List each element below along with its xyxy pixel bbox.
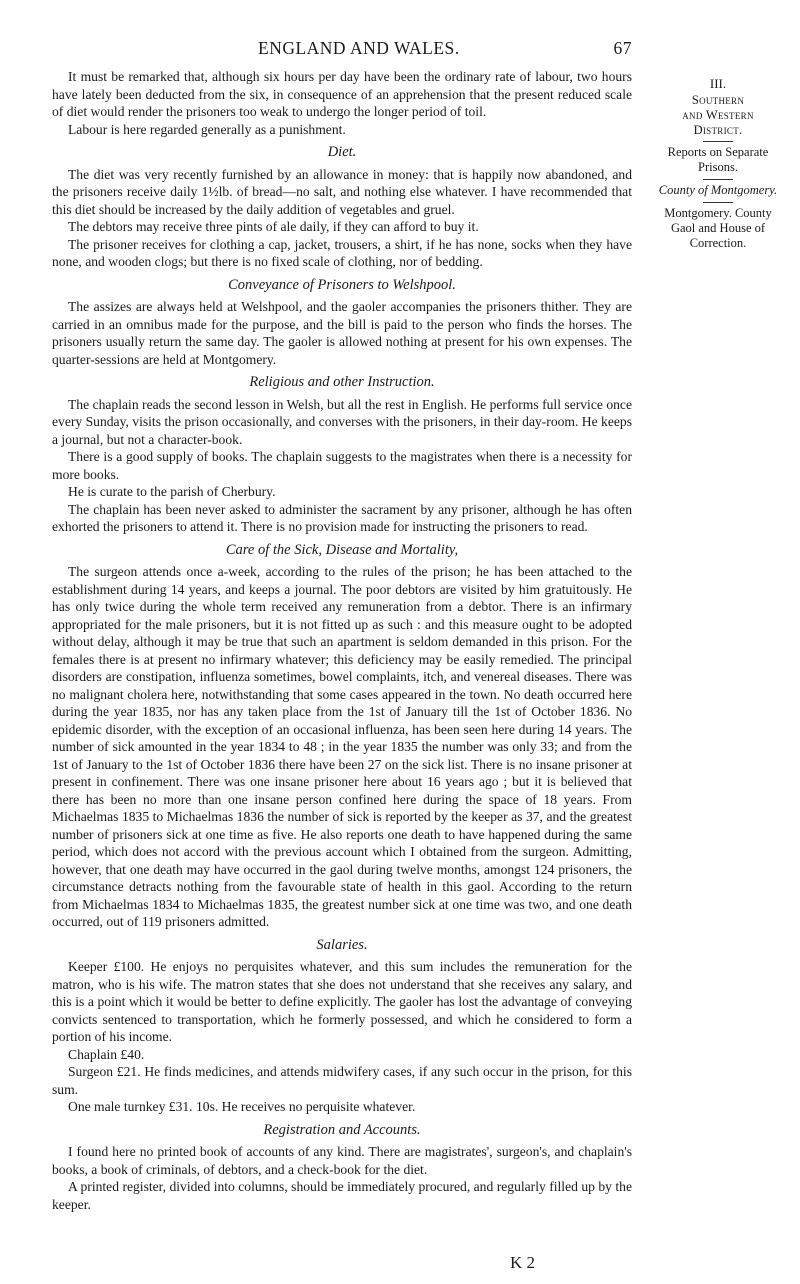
margin-divider (703, 179, 733, 180)
paragraph: It must be remarked that, although six hours per day have been the ordinary rate of labour, two hours have lately been deducted from the six, in consequence of an apprehension that the present reduced scale of diet would render the prisoners too weak to undergo the longer period of toil. (52, 69, 632, 119)
section-heading-salaries: Salaries. (316, 936, 368, 953)
paragraph: Surgeon £21. He finds medicines, and attends midwifery cases, if any such occur in the prison, for this sum. (52, 1064, 632, 1097)
section-heading-registration: Registration and Accounts. (263, 1121, 421, 1138)
section-heading-diet: Diet. (327, 144, 357, 160)
page-number: 67 (613, 38, 632, 58)
margin-county: County of Montgomery. (658, 183, 778, 197)
paragraph: The chaplain reads the second lesson in Welsh, but all the rest in English. He performs full service once every Sunday, visits the prison occasionally, and converses with the prisoners, in their day-room. He keeps a journal, but not a character-book. (52, 396, 632, 447)
margin-district-3: District. (693, 123, 743, 137)
margin-district-1: Southern (691, 93, 745, 107)
paragraph: There is a good supply of books. The chaplain suggests to the magistrates when there is a necessity for more books. (52, 449, 632, 482)
margin-notes (652, 76, 784, 255)
paragraph: The assizes are always held at Welshpool, and the gaoler accompanies the prisoners thither. They are carried in an omnibus made for the purpose, and the bill is paid to the person who finds the horses. The prisoners usually return the same day. The gaoler is allowed nothing at present for his own expenses. The quarter-sessions are held at Montgomery. (52, 299, 632, 367)
paragraph: The chaplain has been never asked to administer the sacrament by any prisoner, although he has often exhorted the prisoners to attend it. There is no provision made for instructing the prisoners to read. (52, 501, 632, 534)
paragraph: Labour is here regarded generally as a punishment. (68, 121, 346, 137)
paragraph: The diet was very recently furnished by an allowance in money: that is happily now abandoned, and the prisoners receive daily 1½lb. of bread—no salt, and nothing else whatever. I have recommended that this diet should be increased by the daily addition of vegetables and gruel. (52, 166, 632, 217)
margin-gaol: Montgomery. County Gaol and House of Correction. (664, 206, 772, 250)
margin-divider (703, 202, 733, 203)
paragraph: The debtors may receive three pints of ale daily, if they can afford to buy it. (68, 219, 479, 234)
margin-part: III. (709, 76, 727, 91)
paragraph: He is curate to the parish of Cherbury. (68, 484, 276, 499)
margin-district-2: and Western (682, 108, 754, 122)
paragraph: Keeper £100. He enjoys no perquisites whatever, and this sum includes the remuneration for the matron, who is his wife. The matron states that she does not understand that she receives any salary, and this is a point which it would be better to define explicitly. The gaoler has lost the advantage of conveying convicts sentenced to transportation, which he formerly possessed, and which he considered to form a portion of his income. (52, 959, 632, 1044)
margin-reports: Reports on Separate Prisons. (667, 145, 769, 174)
signature-mark: K 2 (510, 1253, 536, 1272)
paragraph: I found here no printed book of accounts of any kind. There are magistrates', surgeon's, and chaplain's books, a book of criminals, of debtors, and a check-book for the diet. (52, 1144, 632, 1177)
paragraph: The surgeon attends once a-week, according to the rules of the prison; he has been attached to the establishment during 14 years, and keeps a journal. The poor debtors are visited by him gratuitously. He has only twice during the whole term received any remuneration from a debtor. There is an infirmary appropriated for the male prisoners, but it is not fitted up as such : and this measure ought to be adopted without delay, although it may be true that such an apartment is seldom demanded in this prison. For the females there is at present no infirmary whatever; this deficiency may be easily remedied. The principal disorders are constipation, influenza sometimes, bowel complaints, itch, and venereal diseases. There was no malignant cholera here, notwithstanding that some cases appeared in the town. No death occurred here during the year 1835, nor has any taken place from the 1st of January till the 1st of October 1836. No epidemic disorder, with the exception of an occasional influenza, has been seen here during 14 years. The number of sick amounted in the year 1834 to 48 ; in the year 1835 the number was only 33; and from the 1st of January to the 1st of October 1836 there have been 27 on the sick list. There is no insane prisoner at present in confinement. There was one insane prisoner here about 16 years ago ; but it is believed that there has been no more than one insane person confined here during the space of 18 years. From Michaelmas 1835 to Michaelmas 1836 the number of sick is reported by the keeper as 37, and the greatest number of prisoners sick at one time as five. He also reports one death to have happened during the same period, which does not accord with the previous account which I obtained from the surgeon. Admitting, however, that one death may have occurred in the gaol during twelve months, amongst 124 prisoners, the circumstance detracts nothing from the favourable state of health in this gaol. According to the return from Michaelmas 1834 to Michaelmas 1835, the greatest number sick at one time was two, and one death occurred, out of 119 prisoners admitted. (52, 564, 632, 929)
main-text (52, 68, 632, 1213)
section-heading-religious: Religious and other Instruction. (249, 374, 435, 390)
paragraph: Chaplain £40. (68, 1046, 145, 1062)
header-title: ENGLAND AND WALES. (258, 38, 460, 58)
paragraph: The prisoner receives for clothing a cap, jacket, trousers, a shirt, if he has none, socks when they have none, and wooden clogs; but there is no fixed scale of clothing, nor of bedding. (52, 236, 632, 269)
paragraph: One male turnkey £31. 10s. He receives no perquisite whatever. (68, 1099, 416, 1114)
section-heading-care: Care of the Sick, Disease and Mortality, (225, 541, 459, 558)
margin-divider (703, 141, 733, 142)
paragraph: A printed register, divided into columns, should be immediately procured, and regularly filled up by the keeper. (52, 1179, 632, 1212)
section-heading-conveyance: Conveyance of Prisoners to Welshpool. (228, 276, 456, 293)
